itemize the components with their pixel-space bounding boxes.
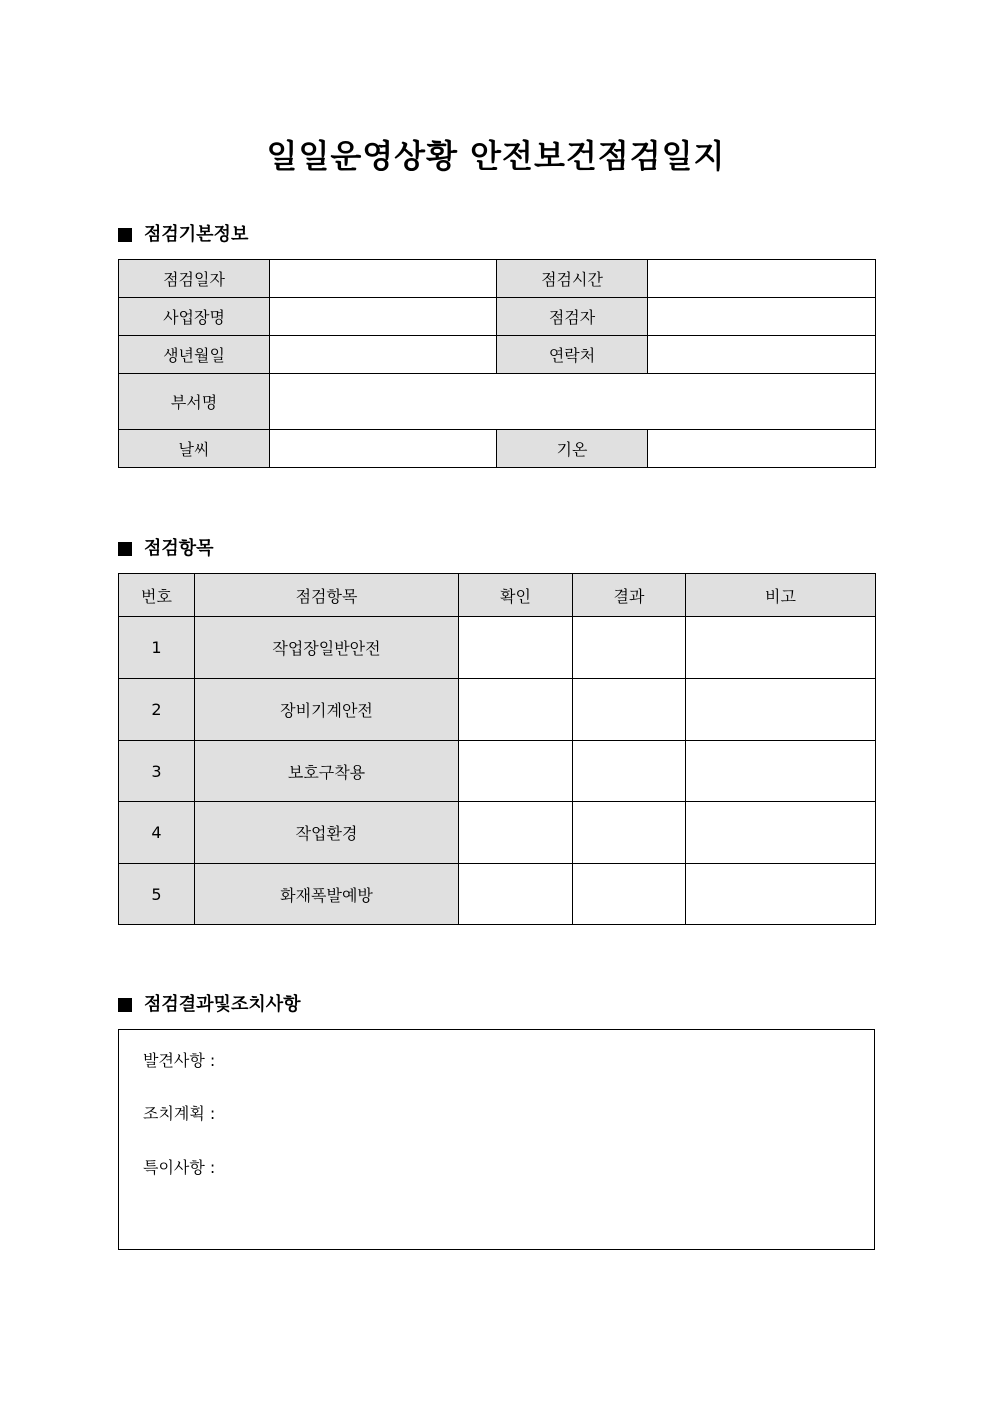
black-square-icon: [118, 542, 132, 556]
cell-check[interactable]: [459, 802, 573, 864]
table-row: [119, 679, 876, 741]
cell-remarks[interactable]: [686, 802, 876, 864]
cell-result[interactable]: [573, 864, 686, 925]
section-heading-items: [118, 537, 214, 561]
row-no: 1: [119, 617, 195, 679]
label-birth-date: 생년월일: [119, 336, 270, 374]
cell-result[interactable]: [573, 679, 686, 741]
table-row: [119, 617, 876, 679]
field-inspection-time[interactable]: [648, 260, 876, 298]
cell-check[interactable]: [459, 617, 573, 679]
cell-result[interactable]: [573, 741, 686, 802]
field-workplace-name[interactable]: [270, 298, 497, 336]
header-no: 번호: [119, 574, 195, 617]
row-item: 작업환경: [195, 802, 459, 864]
field-weather[interactable]: [270, 430, 497, 468]
table-row: [119, 864, 876, 925]
label-workplace-name: 사업장명: [119, 298, 270, 336]
table-row: [119, 802, 876, 864]
section-heading-results: [118, 993, 301, 1017]
row-no: 3: [119, 741, 195, 802]
cell-check[interactable]: [459, 679, 573, 741]
section-heading-label: 점검항목: [144, 538, 214, 559]
row-item: 작업장일반안전: [195, 617, 459, 679]
cell-check[interactable]: [459, 741, 573, 802]
cell-result[interactable]: [573, 617, 686, 679]
black-square-icon: [118, 998, 132, 1012]
table-row: [119, 741, 876, 802]
inspection-items-table: [118, 573, 876, 925]
row-no: 5: [119, 864, 195, 925]
field-temperature[interactable]: [648, 430, 876, 468]
label-weather: 날씨: [119, 430, 270, 468]
row-item: 장비기계안전: [195, 679, 459, 741]
label-contact: 연락처: [497, 336, 648, 374]
cell-check[interactable]: [459, 864, 573, 925]
header-item: 점검항목: [195, 574, 459, 617]
header-result: 결과: [573, 574, 686, 617]
cell-remarks[interactable]: [686, 679, 876, 741]
row-no: 2: [119, 679, 195, 741]
label-inspector: 점검자: [497, 298, 648, 336]
page-title: 일일운영상황 안전보건점검일지: [266, 137, 726, 175]
basic-info-table: [118, 259, 876, 468]
action-plan-label: 조치계획 :: [143, 1104, 216, 1123]
row-no: 4: [119, 802, 195, 864]
special-notes-label: 특이사항 :: [143, 1158, 216, 1177]
label-inspection-date: 점검일자: [119, 260, 270, 298]
results-box[interactable]: [118, 1029, 875, 1250]
field-birth-date[interactable]: [270, 336, 497, 374]
section-heading-basic-info: [118, 223, 248, 247]
section-heading-label: 점검결과및조치사항: [144, 994, 301, 1015]
cell-remarks[interactable]: [686, 864, 876, 925]
field-department[interactable]: [270, 374, 876, 430]
field-inspection-date[interactable]: [270, 260, 497, 298]
label-inspection-time: 점검시간: [497, 260, 648, 298]
field-inspector[interactable]: [648, 298, 876, 336]
field-contact[interactable]: [648, 336, 876, 374]
header-check: 확인: [459, 574, 573, 617]
label-temperature: 기온: [497, 430, 648, 468]
header-remarks: 비고: [686, 574, 876, 617]
cell-remarks[interactable]: [686, 741, 876, 802]
findings-label: 발견사항 :: [143, 1051, 216, 1070]
section-heading-label: 점검기본정보: [144, 224, 249, 245]
cell-remarks[interactable]: [686, 617, 876, 679]
cell-result[interactable]: [573, 802, 686, 864]
row-item: 보호구착용: [195, 741, 459, 802]
label-department: 부서명: [119, 374, 270, 430]
row-item: 화재폭발예방: [195, 864, 459, 925]
black-square-icon: [118, 228, 132, 242]
